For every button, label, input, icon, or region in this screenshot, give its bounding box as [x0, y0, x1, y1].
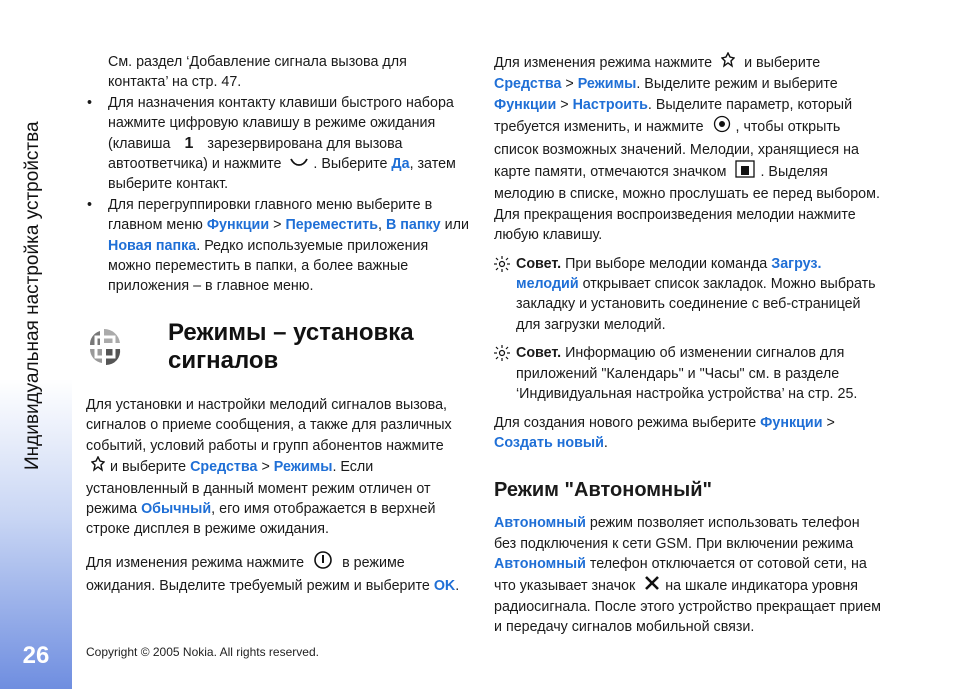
paragraph: Для установки и настройки мелодий сигналов вызова, сигналов о приеме сообщения, а также для различных событий, условий работы и групп абонентов нажмите и выберите Средства > Режимы. Если установленный в данный момент режим отличен от режима Обычный, его имя отображается в верхней строке дисплея в режиме ожидания.: [86, 396, 452, 538]
power-key-icon: [313, 550, 333, 576]
menu-key-icon: [91, 456, 105, 478]
menu-link-profiles: Режимы: [273, 459, 333, 476]
subsection-title: Режим "Автономный": [494, 479, 712, 502]
menu-link-move: Переместить: [285, 217, 379, 234]
menu-link-offline: Автономный: [494, 556, 586, 573]
profiles-section-icon: [86, 327, 124, 373]
menu-link-functions: Функции: [206, 217, 270, 234]
paragraph: См. раздел ‘Добавление сигнала вызова для контакта’ на стр. 47.: [108, 54, 407, 91]
paragraph: Для создания нового режима выберите Функции > Создать новый.: [494, 414, 835, 451]
page-number: 26: [22, 642, 50, 669]
section-title: Режимы – установка сигналов: [168, 318, 414, 374]
menu-link-new-folder: Новая папка: [108, 237, 197, 254]
copyright-footer: Copyright © 2005 Nokia. All rights reserved.: [86, 645, 319, 659]
menu-link-create-new: Создать новый: [494, 434, 604, 451]
memory-card-icon: [735, 160, 755, 184]
paragraph: Автономный режим позволяет использовать телефон без подключения к сети GSM. При включении режима Автономный телефон отключается от сотовой сети, на что указывает значок на шкале индикатора уровня радиосигнала. После этого устройство прекращает прием и передачу сигналов мобильной связи.: [494, 515, 881, 636]
sidebar: [0, 0, 72, 689]
paragraph: Для изменения режима нажмите и выберите Средства > Режимы. Выделите режим и выберите Функции > Настроить. Выделите параметр, который требуется изменить, и нажмите , чтобы открыть список возможных значений. Мелодии, хранящиеся на карте памяти, отмечаются значком . Выделяя мелодию в списке, можно прослушать ее перед выбором. Для прекращения воспроизведения мелодии нажмите любую клавишу.: [494, 52, 884, 246]
paragraph: Для изменения режима нажмите в режиме ожидания. Выделите требуемый режим и выберите OK.: [86, 550, 470, 597]
offline-x-icon: [644, 575, 660, 597]
menu-link-offline: Автономный: [494, 515, 586, 532]
menu-link-tools: Средства: [190, 459, 258, 476]
tip-icon: [494, 345, 510, 367]
menu-link-ok: OK: [433, 578, 456, 595]
menu-link-functions: Функции: [760, 414, 823, 431]
section-heading: [86, 319, 470, 395]
menu-link-to-folder: В папку: [386, 217, 441, 234]
right-column: [494, 52, 884, 638]
chapter-title: Индивидуальная настройка устройства: [22, 121, 43, 470]
menu-link-yes: Да: [391, 156, 410, 173]
bullet-item: • Для перегруппировки главного меню выберите в главном меню Функции > Переместить, В папку или Новая папка. Редко используемые приложения можно переместить в папки, а более важные приложения – в главное меню.: [86, 195, 470, 297]
left-column: [86, 52, 470, 597]
tip-note: Совет. При выборе мелодии команда Загруз. мелодий открывает список закладок. Можно выбрать закладку и установить соединение с веб-страницей для загрузки мелодий.: [494, 254, 884, 336]
menu-link-download-tones: Загруз. мелодий: [516, 255, 822, 293]
bullet-item: • Для назначения контакту клавиши быстрого набора нажмите цифровую клавишу в режиме ожидания (клавиша 1 зарезервирована для вызова автоответчика) и нажмите . Выберите Да, затем выберите контакт.: [86, 93, 470, 195]
tip-icon: [494, 256, 510, 278]
tip-note: Совет. Информацию об изменении сигналов для приложений "Календарь" и "Часы" см. в разделе ‘Индивидуальная настройка устройства’ на стр. 25.: [494, 343, 884, 404]
key-1-icon: 1: [184, 134, 194, 152]
menu-link-tools: Средства: [494, 76, 562, 93]
menu-key-icon: [721, 52, 735, 74]
menu-link-functions: Функции: [494, 96, 557, 113]
call-key-icon: [290, 154, 308, 174]
joystick-icon: [713, 115, 731, 139]
menu-link-general: Обычный: [141, 500, 212, 517]
menu-link-profiles: Режимы: [577, 76, 637, 93]
menu-link-personalize: Настроить: [572, 96, 648, 113]
